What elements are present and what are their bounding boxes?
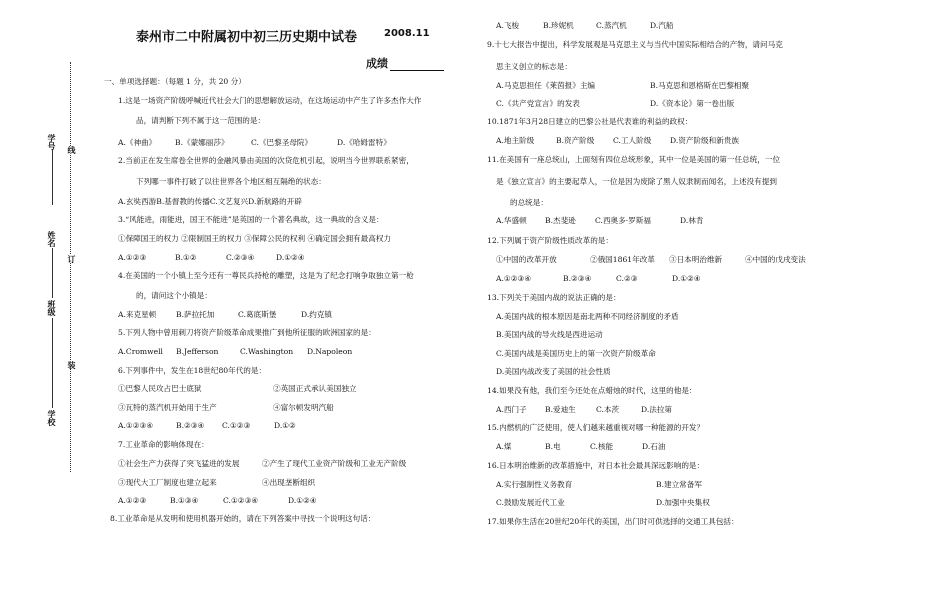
q9-option-c: C.《共产党宣言》的发表 xyxy=(496,99,580,108)
q15-option-a: A.煤 xyxy=(496,442,512,451)
q4-stem: 4.在美国的一个小镇上至今还有一尊民兵持枪的雕塑，这是为了纪念打响争取独立第一枪 xyxy=(118,271,414,280)
q1-stem-2: 品，请判断下列不属于这一范围的是： xyxy=(136,116,266,125)
q9-stem-2: 思主义创立的标志是： xyxy=(496,62,572,71)
q16-option-a: A.实行强制性义务教育 xyxy=(496,480,573,489)
exam-date: 2008.11 xyxy=(384,28,430,39)
q13-option-d: D.美国内战改变了美国的社会性质 xyxy=(496,367,611,376)
q13-option-a: A.美国内战的根本原因是南北两种不同经济制度的矛盾 xyxy=(496,312,679,321)
binding-mark-staple: 订 xyxy=(67,255,76,263)
q3-statements: ①保障国王的权力 ②限制国王的权力 ③保障公民的权利 ④确定国会拥有最高权力 xyxy=(118,234,392,243)
binding-mark-bind: 装 xyxy=(67,361,76,369)
q8-stem: 8.工业革命是从发明和使用机器开始的，请在下列答案中寻找一个说明这句话： xyxy=(110,514,376,523)
q12-stem: 12.下列属于资产阶级性质改革的是： xyxy=(487,236,613,245)
q1-stem: 1.这是一场资产阶级呼喊近代社会大门的思想解放运动，在这场运动中产生了许多杰作大作 xyxy=(118,96,422,105)
q8-option-a: A.飞梭 xyxy=(496,21,520,30)
q13-option-c: C.美国内战是美国历史上的第一次资产阶级革命 xyxy=(496,349,656,358)
q4-option-b: B.萨拉托加 xyxy=(176,310,215,319)
q10-stem: 10.1871年3月28日建立的巴黎公社是代表谁的利益的政权： xyxy=(487,117,693,126)
q8-option-b: B.珍妮机 xyxy=(543,21,574,30)
q6-statement-3: ③瓦特的蒸汽机开始用于生产 xyxy=(118,403,217,412)
q7-option-c: C.①②③④ xyxy=(223,496,259,505)
q5-option-a: A.Cromwell xyxy=(118,347,163,356)
q1-option-c: C.《巴黎圣母院》 xyxy=(251,138,313,147)
q13-option-b: B.美国内战的导火线是西进运动 xyxy=(496,330,603,339)
q6-option-d: D.①② xyxy=(274,421,296,430)
q9-stem: 9.十七大报告中提出，科学发展观是马克思主义与当代中国实际相结合的产物，请问马克 xyxy=(487,40,783,49)
q7-statement-1: ①社会生产力获得了突飞猛进的发展 xyxy=(118,459,240,468)
q16-option-d: D.加强中央集权 xyxy=(656,498,710,507)
q7-stem: 7.工业革命的影响体现在： xyxy=(118,440,209,449)
q3-option-c: C.②③④ xyxy=(226,253,255,262)
q3-option-b: B.①② xyxy=(175,253,197,262)
q5-stem: 5.下列人物中曾用刺刀将资产阶级革命成果推广到他所征服的欧洲国家的是： xyxy=(118,328,376,337)
binding-dotted-line xyxy=(70,62,71,472)
binding-mark-line: 线 xyxy=(67,146,76,154)
q12-statement-1: ①中国的改革开放 xyxy=(496,255,557,264)
q7-statement-3: ③现代大工厂制度也建立起来 xyxy=(118,478,217,487)
q5-option-c: C.Washington xyxy=(240,347,294,356)
q16-option-b: B.建立常备军 xyxy=(656,480,702,489)
q10-option-a: A.地主阶级 xyxy=(496,136,535,145)
q14-stem: 14.如果没有他，我们至今还处在点蜡烛的时代，这里的他是： xyxy=(487,386,697,395)
q11-stem-2: 是《独立宣言》的主要起草人，一位是因为废除了黑人奴隶制而闻名，上述没有提到 xyxy=(496,177,777,186)
q7-option-a: A.①②③ xyxy=(118,496,147,505)
q8-option-d: D.汽船 xyxy=(650,21,674,30)
q11-option-d: D.林肯 xyxy=(680,216,704,225)
section-heading: 一、单项选择题：（每题 1 分，共 20 分） xyxy=(104,77,246,86)
q12-option-d: D.①②④ xyxy=(672,274,701,283)
q1-option-a: A.《神曲》 xyxy=(118,138,157,147)
q3-stem: 3.“风能进，雨能进，国王不能进”是英国的一个著名典故，这一典故的含义是： xyxy=(118,215,384,224)
q17-stem: 17.如果你生活在20世纪20年代的美国，出门时可供选择的交通工具包括： xyxy=(487,517,739,526)
student-id-blank xyxy=(52,150,53,205)
q7-statement-2: ②产生了现代工业资产阶级和工业无产阶级 xyxy=(262,459,407,468)
q6-option-c: C.①②③ xyxy=(222,421,251,430)
q10-option-c: C.工人阶级 xyxy=(613,136,652,145)
school-label: 学校 xyxy=(47,410,56,426)
q2-stem: 2.当前正在发生席卷全世界的金融风暴由美国的次贷危机引起，说明当今世界联系紧密， xyxy=(118,156,414,165)
q12-option-c: C.②③ xyxy=(616,274,638,283)
student-id-label: 学号 xyxy=(47,134,56,150)
q15-option-b: B.电 xyxy=(545,442,561,451)
q3-option-a: A.①②③ xyxy=(118,253,147,262)
q7-statement-4: ④出现垄断组织 xyxy=(262,478,316,487)
q10-option-b: B.资产阶级 xyxy=(556,136,595,145)
q6-stem: 6.下列事件中，发生在18世纪80年代的是： xyxy=(118,366,267,375)
q11-option-c: C.西奥多·罗斯福 xyxy=(595,216,651,225)
q4-option-d: D.约克镇 xyxy=(301,310,333,319)
class-label: 班级 xyxy=(47,300,56,316)
q15-option-c: C.核能 xyxy=(590,442,614,451)
q7-option-b: B.①③④ xyxy=(170,496,199,505)
q12-option-b: B.②③④ xyxy=(563,274,592,283)
q11-option-b: B.杰斐逊 xyxy=(545,216,576,225)
q9-option-d: D.《资本论》第一卷出版 xyxy=(650,99,735,108)
q6-statement-4: ④富尔顿发明汽船 xyxy=(273,403,334,412)
q11-stem-3: 的总统是： xyxy=(510,198,548,207)
q2-options: A.玄奘西游B.基督教的传播C.文艺复兴D.新航路的开辟 xyxy=(118,197,302,206)
q16-stem: 16.日本明治维新的改革措施中，对日本社会最具深远影响的是： xyxy=(487,461,705,470)
q7-option-d: D.①②④ xyxy=(288,496,317,505)
exam-title: 泰州市二中附属初中初三历史期中试卷 xyxy=(136,30,358,45)
q6-statement-1: ①巴黎人民攻占巴士底狱 xyxy=(118,384,202,393)
q2-stem-2: 下列哪一事件打破了以往世界各个地区相互隔绝的状态： xyxy=(136,177,326,186)
q5-option-b: B.Jefferson xyxy=(176,347,219,356)
q12-option-a: A.①②③④ xyxy=(496,274,532,283)
q4-stem-2: 的，请问这个小镇是： xyxy=(136,291,212,300)
q12-statement-3: ③日本明治维新 xyxy=(669,255,723,264)
q9-option-b: B.马克思和恩格斯在巴黎相聚 xyxy=(650,81,750,90)
q14-option-d: D.法拉第 xyxy=(641,405,673,414)
q9-option-a: A.马克思担任《莱茵报》主编 xyxy=(496,81,596,90)
score-blank xyxy=(390,60,444,71)
student-name-label: 姓名 xyxy=(47,231,56,247)
student-name-blank xyxy=(52,248,53,298)
q6-statement-2: ②英国正式承认美国独立 xyxy=(273,384,357,393)
score-label: 成绩 xyxy=(366,57,388,70)
q16-option-c: C.鼓励发展近代工业 xyxy=(496,498,565,507)
q1-option-d: D.《哈姆雷特》 xyxy=(337,138,391,147)
q5-option-d: D.Napoleon xyxy=(307,347,353,356)
q3-option-d: D.①②④ xyxy=(276,253,305,262)
q14-option-a: A.西门子 xyxy=(496,405,527,414)
q8-option-c: C.蒸汽机 xyxy=(596,21,627,30)
class-blank xyxy=(52,318,53,408)
q6-option-b: B.②③④ xyxy=(176,421,205,430)
q14-option-b: B.爱迪生 xyxy=(545,405,576,414)
q4-option-a: A.来克星顿 xyxy=(118,310,157,319)
q15-option-d: D.石油 xyxy=(642,442,666,451)
q11-option-a: A.华盛顿 xyxy=(496,216,527,225)
q12-statement-2: ②俄国1861年改革 xyxy=(590,255,655,264)
q1-option-b: B.《蒙娜丽莎》 xyxy=(175,138,229,147)
q10-option-d: D.资产阶级和新贵族 xyxy=(670,136,739,145)
q12-statement-4: ④中国的戊戌变法 xyxy=(745,255,806,264)
q11-stem: 11.在美国有一座总统山，上面刻有四位总统形象，其中一位是美国的第一任总统，一位 xyxy=(487,155,781,164)
q15-stem: 15.内燃机的广泛使用，使人们越来越重视对哪一种能源的开发？ xyxy=(487,423,705,432)
q4-option-c: C.葛底斯堡 xyxy=(238,310,277,319)
q6-option-a: A.①②③④ xyxy=(118,421,154,430)
q14-option-c: C.本茨 xyxy=(596,405,620,414)
score-field xyxy=(366,55,444,71)
q13-stem: 13.下列关于美国内战的说法正确的是： xyxy=(487,293,621,302)
